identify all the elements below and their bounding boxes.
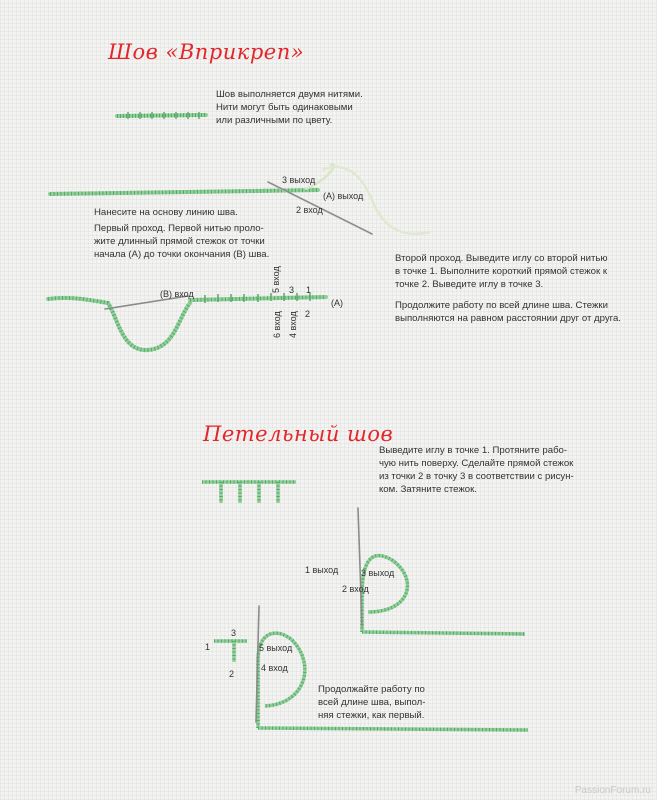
label-b-enter: (В) вход bbox=[160, 289, 194, 299]
step2-line: Второй проход. Выведите иглу со второй нитью bbox=[395, 253, 608, 264]
label-exit-3: 3 выход bbox=[282, 175, 316, 185]
continue-line: Продолжайте работу по bbox=[318, 684, 425, 695]
sample-couching-stitch bbox=[117, 112, 206, 119]
step3-line: выполняются на равном расстоянии друг от друга. bbox=[395, 313, 621, 324]
label-3b: 3 bbox=[231, 628, 237, 638]
buttonhole-line: Выведите иглу в точке 1. Протяните рабо- bbox=[379, 445, 568, 456]
step1-line: Первый проход. Первой нитью проло- bbox=[94, 223, 264, 234]
continue-line: всей длине шва, выпол- bbox=[318, 697, 426, 708]
label-enter-4b: 4 вход bbox=[261, 663, 288, 673]
section2-title: Петельный шов bbox=[203, 422, 394, 446]
label-enter-4: 4 вход bbox=[288, 311, 298, 338]
label-enter-2b: 2 вход bbox=[342, 584, 369, 594]
label-a: (А) bbox=[331, 298, 343, 308]
couching-second-pass-diagram bbox=[48, 293, 326, 350]
step1-line: начала (А) до точки окончания (В) шва. bbox=[94, 249, 270, 260]
step2-line: точке 2. Выведите иглу в точке 3. bbox=[395, 279, 544, 290]
step1-line: Нанесите на основу линию шва. bbox=[94, 207, 238, 218]
label-exit-1: 1 выход bbox=[305, 565, 339, 575]
watermark: PassionForum.ru bbox=[574, 785, 651, 796]
section1-step3 bbox=[395, 299, 621, 325]
label-exit-5: 5 выход bbox=[259, 643, 293, 653]
step2-line: в точке 1. Выполните короткий прямой стежок к bbox=[395, 266, 608, 277]
label-enter-5: 5 вход bbox=[271, 266, 281, 293]
label-enter-2: 2 вход bbox=[296, 205, 323, 215]
sample-buttonhole-stitch bbox=[202, 482, 296, 503]
buttonhole-line: чую нить поверху. Сделайте прямой стежок bbox=[379, 458, 574, 469]
section1-step1 bbox=[94, 206, 269, 261]
label-3: 3 bbox=[289, 285, 295, 295]
section1-intro bbox=[216, 88, 363, 127]
buttonhole-line: ком. Затяните стежок. bbox=[379, 484, 477, 495]
label-1: 1 bbox=[306, 285, 312, 295]
label-a-exit: (А) выход bbox=[323, 191, 364, 201]
intro-line: или различными по цвету. bbox=[216, 115, 333, 126]
step3-line: Продолжите работу по всей длине шва. Стежки bbox=[395, 300, 608, 311]
label-1b: 1 bbox=[205, 642, 211, 652]
label-enter-6: 6 вход bbox=[272, 311, 282, 338]
intro-line: Нити могут быть одинаковыми bbox=[216, 102, 353, 113]
label-exit-3b: 3 выход bbox=[361, 568, 395, 578]
section1-title: Шов «Вприкреп» bbox=[108, 40, 305, 64]
step1-line: жите длинный прямой стежок от точки bbox=[94, 236, 265, 247]
intro-line: Шов выполняется двумя нитями. bbox=[216, 89, 363, 100]
section2-step2 bbox=[318, 683, 425, 722]
section2-step1 bbox=[379, 444, 574, 496]
continue-line: няя стежки, как первый. bbox=[318, 710, 425, 721]
label-2: 2 bbox=[305, 309, 311, 319]
buttonhole-line: из точки 2 в точку 3 в соответствии с рисун- bbox=[379, 471, 574, 482]
label-2b: 2 bbox=[229, 669, 235, 679]
section1-step2 bbox=[395, 252, 608, 291]
